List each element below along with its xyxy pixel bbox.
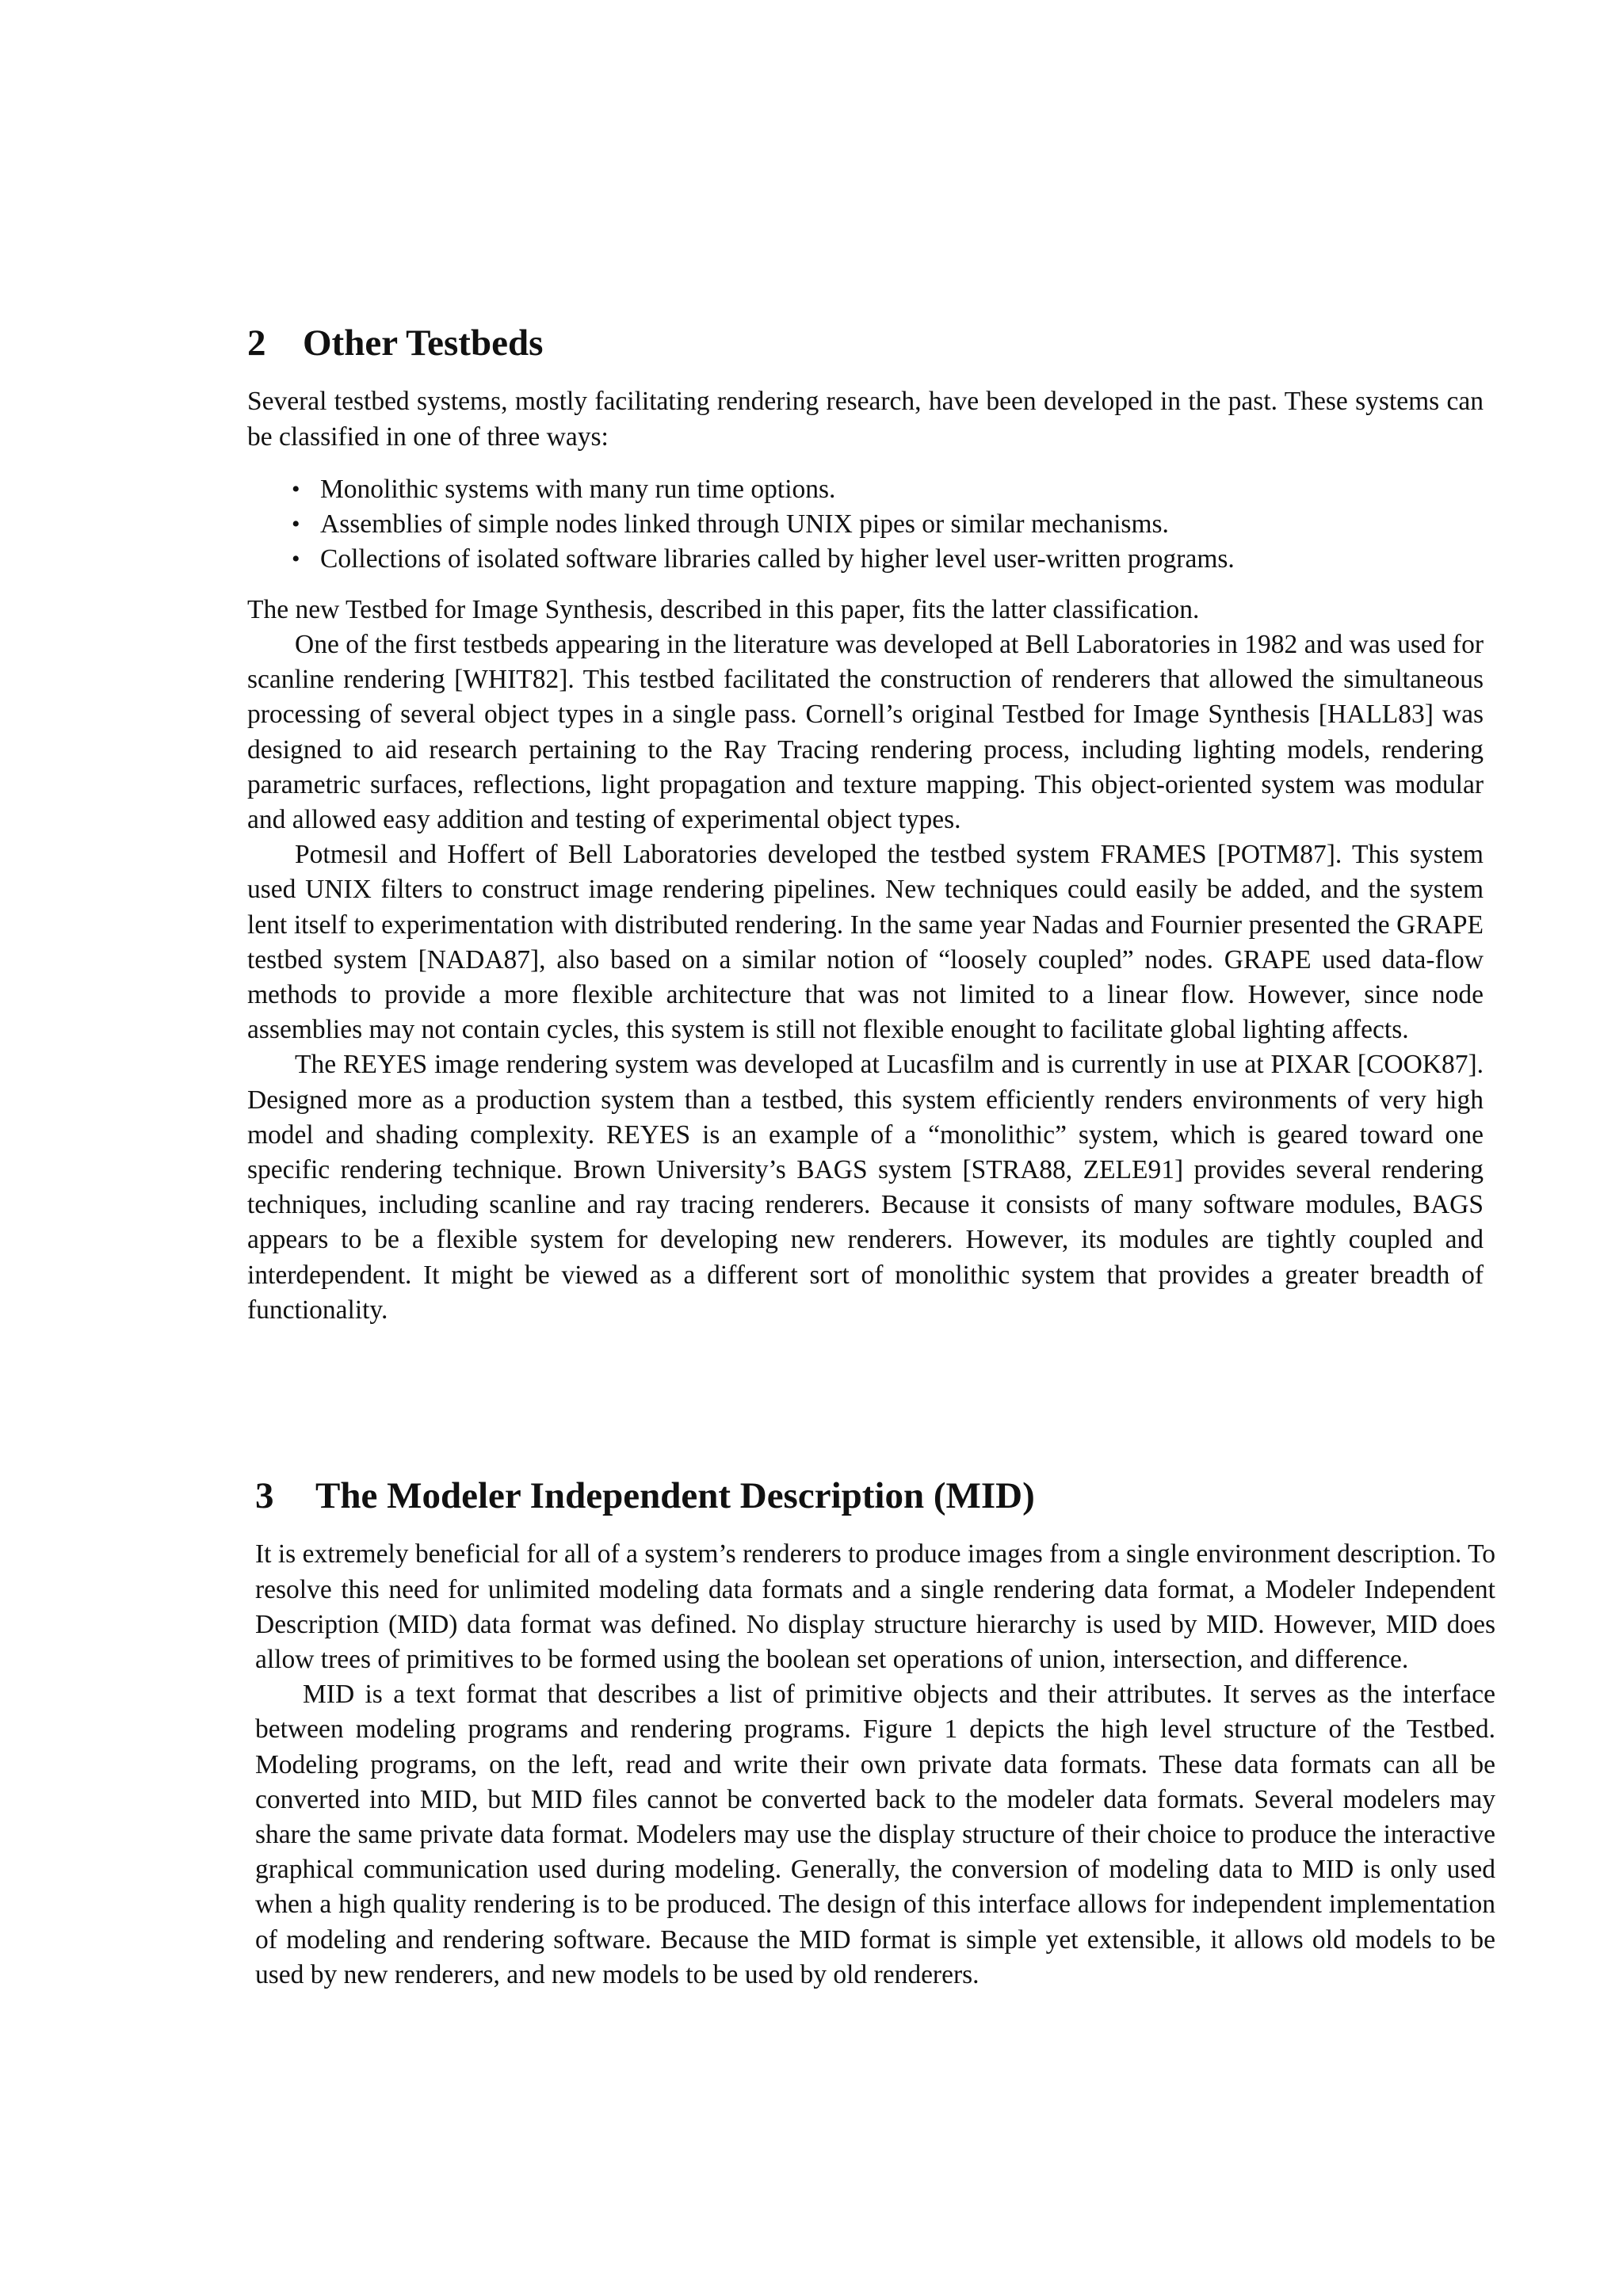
section-title: Other Testbeds	[303, 322, 544, 364]
section-heading	[255, 1474, 1495, 1518]
section-heading	[247, 321, 1484, 365]
section-number: 2	[247, 322, 266, 364]
section-title: The Modeler Independent Description (MID)	[315, 1475, 1035, 1516]
paragraph: The new Testbed for Image Synthesis, described in this paper, fits the latter classification.	[247, 594, 1200, 624]
paragraph: The REYES image rendering system was developed at Lucasfilm and is currently in use at PIXAR [COOK87]. Designed more as a production system than a testbed, this system efficiently renders environments of very high model and shading complexity. REYES is an example of a “monolithic” system, which is geared toward one specific rendering technique. Brown University’s BAGS system [STRA88, ZELE91] provides several rendering techniques, including scanline and ray tracing renderers. Because it consists of many software modules, BAGS appears to be a flexible system for developing new renderers. However, its modules are tightly coupled and interdependent. It might be viewed as a different sort of monolithic system that provides a greater breadth of functionality.	[247, 1050, 1484, 1325]
list-item: • Collections of isolated software libraries called by higher level user-written programs.	[290, 542, 1484, 577]
paragraph: MID is a text format that describes a list of primitive objects and their attributes. It serves as the interface between modeling programs and rendering programs. Figure 1 depicts the high level structure of the Testbed. Modeling programs, on the left, read and write their own private data formats. These data formats can all be converted into MID, but MID files cannot be converted back to the modeler data formats. Several modelers may share the same private data format. Modelers may use the display structure of their choice to produce the interactive graphical communication used during modeling. Generally, the conversion of modeling data to MID is only used when a high quality rendering is to be produced. The design of this interface allows for independent implementation of modeling and rendering software. Because the MID format is simple yet extensible, it allows old models to be used by new renderers, and new models to be used by old renderers.	[255, 1680, 1495, 1989]
classification-list	[247, 472, 1484, 577]
bullet-icon: •	[292, 510, 300, 537]
paragraph: Potmesil and Hoffert of Bell Laboratories developed the testbed system FRAMES [POTM87]. This system used UNIX filters to construct image rendering pipelines. New techniques could easily be added, and the system lent itself to experimentation with distributed rendering. In the same year Nadas and Fournier presented the GRAPE testbed system [NADA87], also based on a similar notion of “loosely coupled” nodes. GRAPE used data-flow methods to provide a more flexible architecture that was not limited to a linear flow. However, since node assemblies may not contain cycles, this system is still not flexible enought to facilitate global lighting affects.	[247, 840, 1484, 1045]
paragraph: It is extremely beneficial for all of a system’s renderers to produce images from a single environment description. To resolve this need for unlimited modeling data formats and a single rendering data format, a Modeler Independent Description (MID) data format was defined. No display structure hierarchy is used by MID. However, MID does allow trees of primitives to be formed using the boolean set operations of union, intersection, and difference.	[255, 1539, 1495, 1674]
list-item: • Monolithic systems with many run time options.	[290, 472, 1484, 507]
section-number: 3	[255, 1475, 274, 1516]
paragraph-intro: Several testbed systems, mostly facilitating rendering research, have been developed in the past. These systems can be classified in one of three ways:	[247, 387, 1484, 452]
bullet-icon: •	[292, 475, 300, 502]
list-item: • Assemblies of simple nodes linked through UNIX pipes or similar mechanisms.	[290, 507, 1484, 542]
bullet-icon: •	[292, 545, 300, 572]
paragraph: One of the first testbeds appearing in the literature was developed at Bell Laboratories in 1982 and was used for scanline rendering [WHIT82]. This testbed facilitated the construction of renderers that allowed the simultaneous processing of several object types in a single pass. Cornell’s original Testbed for Image Synthesis [HALL83] was designed to aid research pertaining to the Ray Tracing rendering process, including lighting models, rendering parametric surfaces, reflections, light propagation and texture mapping. This object-oriented system was modular and allowed easy addition and testing of experimental object types.	[247, 630, 1484, 835]
section-other-testbeds	[247, 321, 1484, 1328]
section-mid	[255, 1474, 1495, 1993]
